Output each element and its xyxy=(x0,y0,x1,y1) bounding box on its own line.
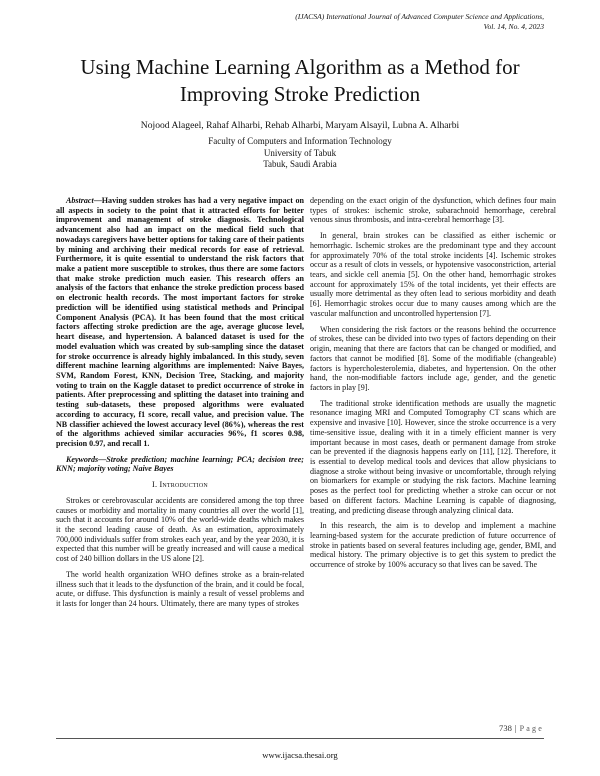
abstract-text: —Having sudden strokes has had a very negative impact on all aspects in society to the point that it attracted efforts for better improvement and management of stroke diagnosis. Technological advancement also had an impact on the medical field such that nowadays caregivers have better options for taking care of their patients by mining and archiving their medical records for ease of retrieval. Furthermore, it is quite essential to understand the risk factors that make a patient more susceptible to strokes, thus there are some factors that make stroke prediction much easier. This research offers an analysis of the factors that enhance the stroke prediction process based on electronic health records. The most important factors for stroke prediction will be identified using statistical methods and Principal Component Analysis (PCA). It has been found that the most critical factors affecting stroke prediction are the age, average glucose level, heart disease, and hypertension. A balanced dataset is used for the model evaluation which was created by sub-sampling since the dataset for stroke occurrence is already highly imbalanced. In this study, seven different machine learning algorithms are implemented: Naive Bayes, SVM, Random Forest, KNN, Decision Tree, Stacking, and majority voting to train on the Kaggle dataset to predict occurrence of stroke in patients. After preprocessing and splitting the dataset into training and testing sub-datasets, these proposed algorithms were evaluated according to accuracy, f1 score, recall value, and precision value. The NB classifier achieved the lowest accuracy level (86%), whereas the rest of the algorithms achieved similar accuracies 96%, f1 scores 0.98, precision 0.97, and recall 1. xyxy=(56,196,304,448)
page-number-value: 738 xyxy=(499,723,512,733)
footer-url[interactable]: www.ijacsa.thesai.org xyxy=(262,750,338,760)
right-paragraph-4: The traditional stroke identification methods are usually the magnetic resonance imaging MRI and Computed Tomography CT scans which are expensive and invasive [10]. However, since the stroke occurrence is a very time-sensitive issue, dealing with it in a timely efficient manner is very important because in most cases, death or permanent damage from stroke can be prevented if the diagnosis happens early on [11], [12]. Therefore, it is essential to develop medical tools and devices that allow physicians to diagnose a stroke without being invasive or uncomfortable, through relying on biomarkers for example or studying the risk factors. Machine learning poses as the perfect tool for predicting whether a stroke can occur or not based on different factors. Machine Learning is capable of diagnosing, treating, and predicting disease through analyzing clinical data. xyxy=(310,398,556,515)
paper-title xyxy=(40,54,560,108)
intro-paragraph-2: The world health organization WHO defines stroke as a brain-related illness such that it leads to the dysfunction of the brain, and it could be focal, acute, or diffuse. This dysfunction is mainly a result of vessel problems and it lasts for longer than 24 hours. Ultimately, there are many types of strokes xyxy=(56,569,304,609)
title-line-1: Using Machine Learning Algorithm as a Method for xyxy=(80,55,520,79)
right-paragraph-3: When considering the risk factors or the reasons behind the occurrence of strokes, these can be divided into two types of factors depending on their origin, meaning that there are factors that can be changed or modified, and factors that cannot be modified [8]. Some of the modifiable (changeable) factors is hypercholesterolemia, diabetes, and hypertension. On the other hand, the non-modifiable factors include age, gender, and the genetic factors in play [9]. xyxy=(310,324,556,392)
right-paragraph-2: In general, brain strokes can be classified as either ischemic or hemorrhagic. Ischemic strokes are the predominant type and they account for approximately 70% of the total stroke incidents [4]. Ischemic strokes occur as a result of clots in vessels, or hypotensive vasoconstriction, arterial tears, and sickle cell anemia [5]. On the other hand, hemorrhagic strokes account for approximately 15% of the total incidents, yet their effects are usually more detrimental as they often lead to serious morbidity and death [6]. Hemorrhagic strokes occur due to many causes among which are the vascular malfunction and uncontrolled hypertension [7]. xyxy=(310,231,556,318)
left-column xyxy=(56,196,304,615)
journal-header xyxy=(144,12,544,32)
page-separator: | xyxy=(514,723,517,733)
title-line-2: Improving Stroke Prediction xyxy=(179,82,421,106)
page-number xyxy=(499,723,544,733)
affiliation-location: Tabuk, Saudi Arabia xyxy=(263,159,337,170)
abstract-lead: Abstract xyxy=(66,196,94,205)
intro-paragraph-1: Strokes or cerebrovascular accidents are considered among the top three causes or morbidity and mortality in many countries all over the world [1], such that it accounts for around 10% of the world-wide deaths which makes it the second leading cause of death. As an estimation, approximately 700,000 individuals suffer from strokes each year, and by the year 2030, it is expected that this number will be greatly increased and will cause a medical cost of 240 billion dollars in the US alone [2]. xyxy=(56,495,304,564)
right-column xyxy=(310,196,556,576)
journal-volume: Vol. 14, No. 4, 2023 xyxy=(483,22,544,31)
right-paragraph-5: In this research, the aim is to develop and implement a machine learning-based system for the accurate prediction of future occurrence of stroke in patients based on several features including age, gender, BMI, and medical history. The primary objective is to get this system to predict the occurrence of stroke by 100% accuracy so that lives can be saved. The xyxy=(310,521,556,570)
journal-name: (IJACSA) International Journal of Advanced Computer Science and Applications, xyxy=(295,12,544,21)
keywords: Keywords—Stroke prediction; machine learning; PCA; decision tree; KNN; majority voting; Naive Bayes xyxy=(56,454,304,474)
abstract xyxy=(56,196,304,449)
author-list: Nojood Alageel, Rahaf Alharbi, Rehab Alharbi, Maryam Alsayil, Lubna A. Alharbi xyxy=(140,120,460,131)
section-heading-introduction: I. Introduction xyxy=(152,480,208,490)
page-label: Page xyxy=(519,724,544,733)
affiliation-university: University of Tabuk xyxy=(263,147,337,158)
right-paragraph-1: depending on the exact origin of the dysfunction, which defines four main types of strokes: ischemic stroke, subarachnoid hemorrhage, cerebral venous sinus thrombosis, and intra-cerebral hemorrhage [3]. xyxy=(310,196,556,225)
affiliation-faculty: Faculty of Computers and Information Technology xyxy=(208,136,392,146)
affiliation xyxy=(40,136,560,171)
footer-rule xyxy=(56,738,544,739)
